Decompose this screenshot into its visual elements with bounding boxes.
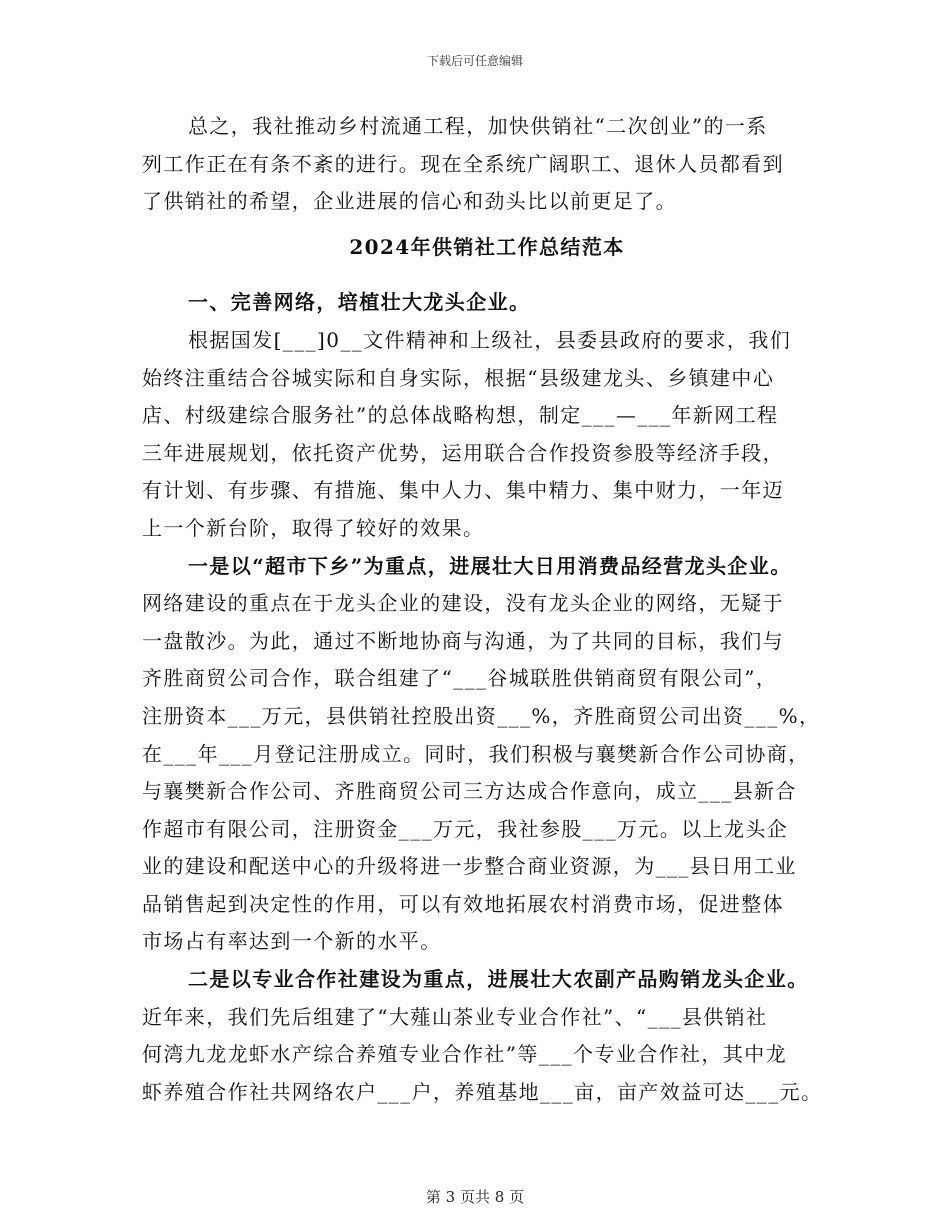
para3-line: 一盘散沙。为此，通过不断地协商与沟通，为了共同的目标，我们与 <box>142 628 784 653</box>
para3-line: 在___年___月登记注册成立。同时，我们积极与襄樊新合作公司协商， <box>142 741 810 766</box>
para3-line: 业的建设和配送中心的升级将进一步整合商业资源，为___县日用工业 <box>142 854 797 879</box>
page-header: 下载后可任意编辑 <box>426 54 523 68</box>
para2-line: 三年进展规划，依托资产优势，运用联合合作投资参股等经济手段， <box>142 440 784 465</box>
para1-line: 列工作正在有条不紊的进行。现在全系统广阔职工、退休人员都看到 <box>142 151 784 176</box>
para3-lead: 一是以“超市下乡”为重点，进展壮大日用消费品经营龙头企业。 <box>188 553 792 578</box>
para3-line: 市场占有率达到一个新的水平。 <box>142 929 442 954</box>
para2-line: 始终注重结合谷城实际和自身实际，根据“县级建龙头、乡镇建中心 <box>142 365 775 390</box>
para4-line: 虾养殖合作社共网络农户___户，养殖基地___亩，亩产效益可达___元。 <box>142 1079 823 1104</box>
section-heading: 一、完善网络，培植壮大龙头企业。 <box>188 290 531 315</box>
para3-line: 注册资本___万元，县供销社控股出资___%，齐胜商贸公司出资___%， <box>142 703 821 728</box>
para3-line: 齐胜商贸公司合作，联合组建了“___谷城联胜供销商贸有限公司”， <box>142 666 778 691</box>
para4-line: 近年来，我们先后组建了“大薤山茶业专业合作社”、“___县供销社 <box>142 1004 768 1029</box>
para2-line: 上一个新台阶，取得了较好的效果。 <box>142 515 485 540</box>
para1-line: 了供销社的希望，企业进展的信心和劲头比以前更足了。 <box>142 189 677 214</box>
para4-line: 何湾九龙龙虾水产综合养殖专业合作社”等___个专业合作社，其中龙 <box>142 1042 788 1067</box>
para2-line: 根据国发[___]0__文件精神和上级社，县委县政府的要求，我们 <box>188 327 792 352</box>
para3-line: 作超市有限公司，注册资金___万元，我社参股___万元。以上龙头企 <box>142 816 789 841</box>
para3-line: 与襄樊新合作公司、齐胜商贸公司三方达成合作意向，成立___县新合 <box>142 779 797 804</box>
document-title: 2024年供销社工作总结范本 <box>349 234 625 259</box>
para1-line: 总之，我社推动乡村流通工程，加快供销社“二次创业”的一系 <box>188 114 768 138</box>
para3-line: 品销售起到决定性的作用，可以有效地拓展农村消费市场，促进整体 <box>142 891 784 916</box>
document-body <box>142 108 832 1111</box>
para4-lead: 二是以专业合作社建设为重点，进展壮大农副产品购销龙头企业。 <box>188 967 809 992</box>
para2-line: 有计划、有步骤、有措施、集中人力、集中精力、集中财力，一年迈 <box>142 478 784 503</box>
page-footer: 第 3 页共 8 页 <box>425 1188 525 1206</box>
para2-line: 店、村级建综合服务社”的总体战略构想，制定___—___年新网工程 <box>142 403 779 428</box>
para3-line: 网络建设的重点在于龙头企业的建设，没有龙头企业的网络，无疑于 <box>142 591 784 616</box>
